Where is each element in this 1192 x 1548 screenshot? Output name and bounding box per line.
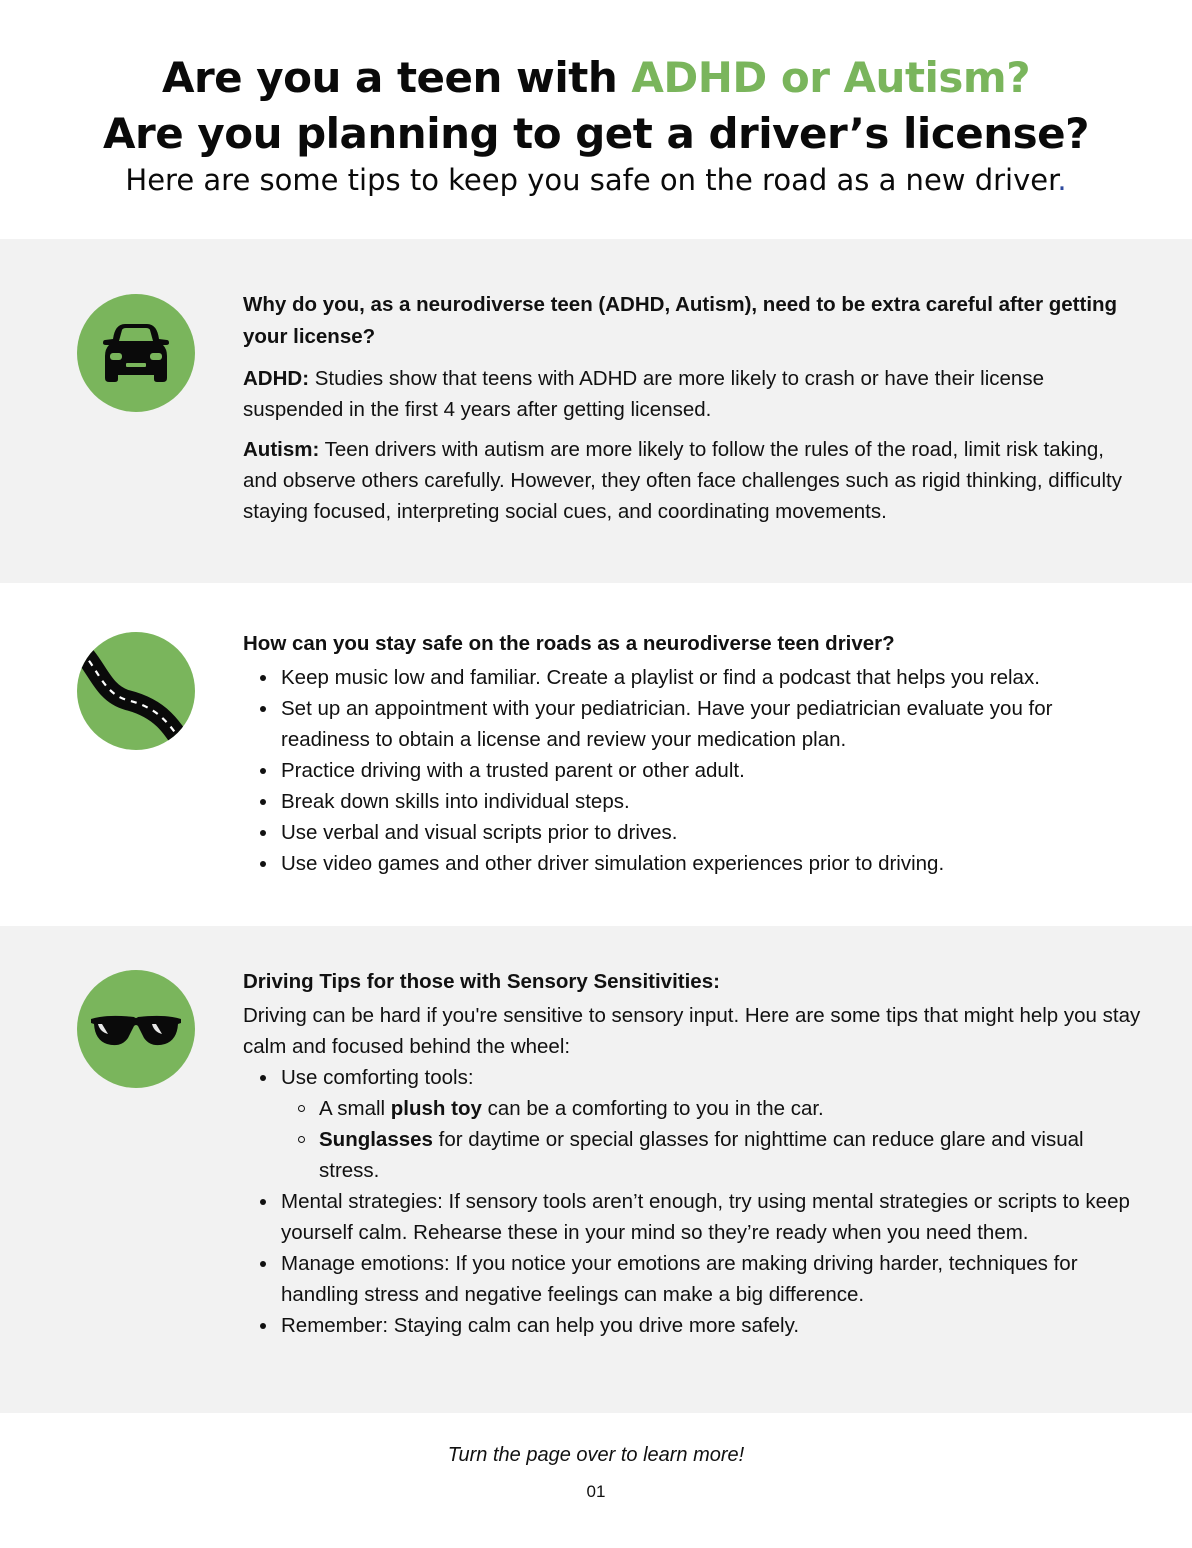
section-why-careful [0, 239, 1192, 583]
list-item: Use verbal and visual scripts prior to drives. [281, 817, 1143, 848]
sub-list-item [319, 1124, 1143, 1186]
sub-list-item [319, 1093, 1143, 1124]
tools-label: Use comforting tools: [281, 1066, 474, 1089]
headline-accent: ADHD or Autism? [631, 53, 1031, 102]
headline-line-1 [0, 52, 1192, 104]
intro-text: Driving can be hard if you're sensitive to sensory input. Here are some tips that might help you stay calm and focused behind the wheel: [243, 1004, 1141, 1058]
headline-line-2: Are you planning to get a driver’s license? [103, 109, 1089, 158]
tool2-bold: Sunglasses [319, 1128, 433, 1151]
list-item: Remember: Staying calm can help you drive more safely. [281, 1310, 1143, 1341]
list-item: Use video games and other driver simulation experiences prior to driving. [281, 848, 1143, 879]
subtitle-text: Here are some tips to keep you safe on the road as a new driver [125, 163, 1058, 197]
adhd-paragraph [243, 363, 1143, 425]
headline-prefix: Are you a teen with [161, 53, 632, 102]
safety-tips-list [243, 662, 1143, 879]
page-header [0, 0, 1192, 238]
footer-note: Turn the page over to learn more! [447, 1444, 745, 1466]
adhd-text: Studies show that teens with ADHD are more likely to crash or have their license suspended in the first 4 years after getting licensed. [243, 367, 1044, 421]
winding-road-icon [77, 632, 195, 750]
section-sensory-tips [0, 926, 1192, 1413]
list-item: Keep music low and familiar. Create a playlist or find a podcast that helps you relax. [281, 662, 1143, 693]
section-title: Why do you, as a neurodiverse teen (ADHD, Autism), need to be extra careful after getting your license? [243, 293, 1118, 348]
section-title: Driving Tips for those with Sensory Sensitivities: [243, 970, 720, 993]
tool1-post: can be a comforting to you in the car. [481, 1097, 824, 1120]
list-item: Practice driving with a trusted parent or other adult. [281, 755, 1143, 786]
autism-label: Autism: [243, 438, 320, 461]
list-item: Manage emotions: If you notice your emotions are making driving harder, techniques for handling stress and negative feelings can make a big difference. [281, 1248, 1143, 1310]
tool2-post: for daytime or special glasses for nighttime can reduce glare and visual stress. [319, 1128, 1084, 1182]
list-item: Set up an appointment with your pediatrician. Have your pediatrician evaluate you for readiness to obtain a license and review your medication plan. [281, 693, 1143, 755]
subtitle-period: . [1057, 163, 1067, 197]
section-title: How can you stay safe on the roads as a neurodiverse teen driver? [243, 632, 895, 655]
sensory-tips-list [243, 1062, 1143, 1341]
autism-paragraph [243, 434, 1143, 527]
subtitle [0, 160, 1192, 200]
tool1-bold: plush toy [390, 1097, 482, 1120]
adhd-label: ADHD: [243, 367, 310, 390]
tool1-pre: A small [319, 1097, 391, 1120]
section-stay-safe-content [243, 628, 1143, 879]
section-sensory-tips-content [243, 966, 1143, 1341]
section-stay-safe [0, 583, 1192, 926]
tools-sublist [281, 1093, 1143, 1186]
page-number: 01 [586, 1482, 606, 1501]
list-item [281, 1062, 1143, 1186]
autism-text: Teen drivers with autism are more likely to follow the rules of the road, limit risk taking, and observe others carefully. However, they often face challenges such as rigid thinking, difficulty staying focused, interpreting social cues, and coordinating movements. [243, 438, 1122, 523]
car-icon [77, 294, 195, 412]
list-item: Break down skills into individual steps. [281, 786, 1143, 817]
list-item: Mental strategies: If sensory tools aren’t enough, try using mental strategies or scripts to keep yourself calm. Rehearse these in your mind so they’re ready when you need them. [281, 1186, 1143, 1248]
section-why-careful-content [243, 289, 1143, 536]
sunglasses-icon [77, 970, 195, 1088]
